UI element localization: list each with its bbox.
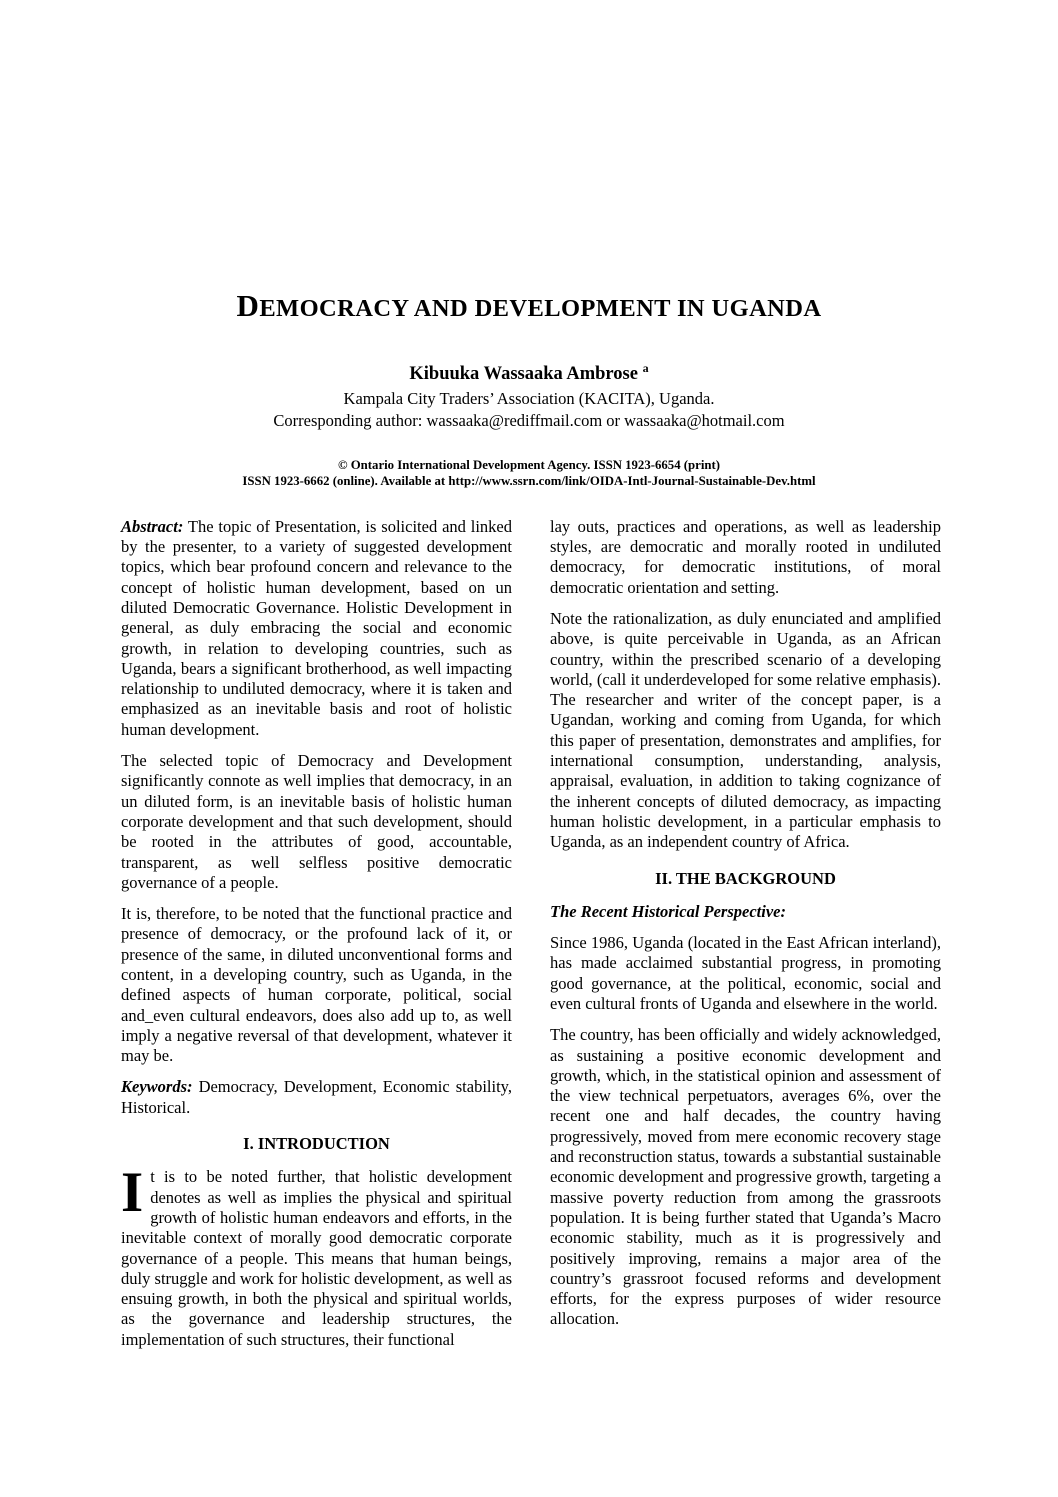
issn-line-1: © Ontario International Development Agency. ISSN 1923-6654 (print) <box>337 457 721 472</box>
body-paragraph-continuation: lay outs, practices and operations, as well as leadership styles, are democratic and morally rooted in undiluted democracy, for democratic institutions, of moral democratic orientation and setting. <box>550 516 941 597</box>
issn-line-2: ISSN 1923-6662 (online). Available at http://www.ssrn.com/link/OIDA-Intl-Journal-Sustainable-Dev.html <box>242 473 816 488</box>
author-footnote-marker: a <box>642 360 649 375</box>
author-affiliation: Kampala City Traders’ Association (KACITA), Uganda. <box>343 388 715 408</box>
author-line <box>0 361 1058 385</box>
section-heading-introduction: I. INTRODUCTION <box>243 1134 390 1154</box>
left-column <box>121 517 512 1361</box>
body-paragraph-economic-growth: The country, has been officially and widely acknowledged, as sustaining a positive economic development and growth, which, in the statistical opinion and assessment of the view technical perpetuators, averages 6%, over the recent one and half decades, the country having progressively, moved from mere economic recovery stage and reconstruction status, towards a substantial sustainable economic development and progressive growth, targeting a massive poverty reduction from among the grassroots population. It is being further stated that Uganda’s Macro economic stability, much as it is progressively and positively improving, remains a major area of the country’s grassroot focused reforms and development efforts, for the express purposes of wider resource allocation. <box>550 1025 941 1329</box>
keywords-label: Keywords: <box>121 1077 193 1097</box>
keywords-paragraph <box>121 1077 512 1118</box>
body-paragraph-rationalization: Note the rationalization, as duly enunciated and amplified above, is quite perceivable in Uganda, as an African country, within the prescribed scenario of a developing world, (call it underdeveloped for some relative emphasis). The researcher and writer of the concept paper, is a Ugandan, working and coming from Uganda, for which this paper of presentation, demonstrates and amplifies, for international consumption, understanding, analysis, appraisal, evaluation, in addition to taking cognizance of the inherent concepts of diluted democracy, as impacting human holistic development, in a particular emphasis to Uganda, as an independent country of Africa. <box>550 608 941 852</box>
publisher-issn-block <box>0 458 1058 490</box>
section-heading-background: II. THE BACKGROUND <box>655 868 836 888</box>
subsection-heading-historical-perspective: The Recent Historical Perspective: <box>550 901 786 921</box>
paper-header <box>0 0 1058 490</box>
introduction-paragraph <box>121 1161 512 1350</box>
right-column <box>550 517 941 1361</box>
keywords-text: Democracy, Development, Economic stability, Historical. <box>121 1077 512 1117</box>
abstract-paragraph-2: The selected topic of Democracy and Development significantly connote as well implies that democracy, in an un diluted form, is an inevitable basis of holistic human corporate development and that such development, should be rooted in the attributes of good, accountable, transparent, as well selfless positive democratic governance of a people. <box>121 751 512 892</box>
paper-title: DEMOCRACY AND DEVELOPMENT IN UGANDA <box>236 288 822 323</box>
drop-cap-letter: I <box>121 1161 144 1225</box>
introduction-text: t is to be noted further, that holistic development denotes as well as implies the physical and spiritual growth of holistic human endeavors and efforts, in the inevitable context of morally good democratic corporate governance of a people. This means that human beings, duly struggle and work for holistic development, as well as ensuing growth, in both the physical and spiritual worlds, as the governance and leadership structures, the implementation of such structures, their functional <box>121 1167 512 1349</box>
abstract-paragraph <box>121 517 512 740</box>
body-paragraph-since-1986: Since 1986, Uganda (located in the East African interland), has made acclaimed substantial progress, in promoting good governance, at the political, economic, social and even cultural fronts of Uganda and elsewhere in the world. <box>550 933 941 1013</box>
two-column-body <box>0 490 1058 1361</box>
abstract-label: Abstract: <box>121 516 184 536</box>
author-name: Kibuuka Wassaaka Ambrose <box>409 363 638 384</box>
corresponding-author-line: Corresponding author: wassaaka@rediffmail.com or wassaaka@hotmail.com <box>273 410 785 430</box>
abstract-text: The topic of Presentation, is solicited and linked by the presenter, to a variety of suggested development topics, which bear profound concern and relevance to the concept of holistic human development, based on un diluted Democratic Governance. Holistic Development in general, as duly embracing the social and economic growth, in relation to developing countries, such as Uganda, bears a significant brotherhood, as well impacting relationship to undiluted democracy, where it is taken and emphasized as an inevitable basis and root of holistic human development. <box>121 516 512 739</box>
abstract-paragraph-3: It is, therefore, to be noted that the functional practice and presence of democracy, or the profound lack of it, or presence of the same, in diluted unconventional forms and content, in a developing country, such as Uganda, in the defined aspects of human corporate, political, social and_even cultural endeavors, does also add up to, as well imply a negative reversal of that development, whatever it may be. <box>121 904 512 1066</box>
